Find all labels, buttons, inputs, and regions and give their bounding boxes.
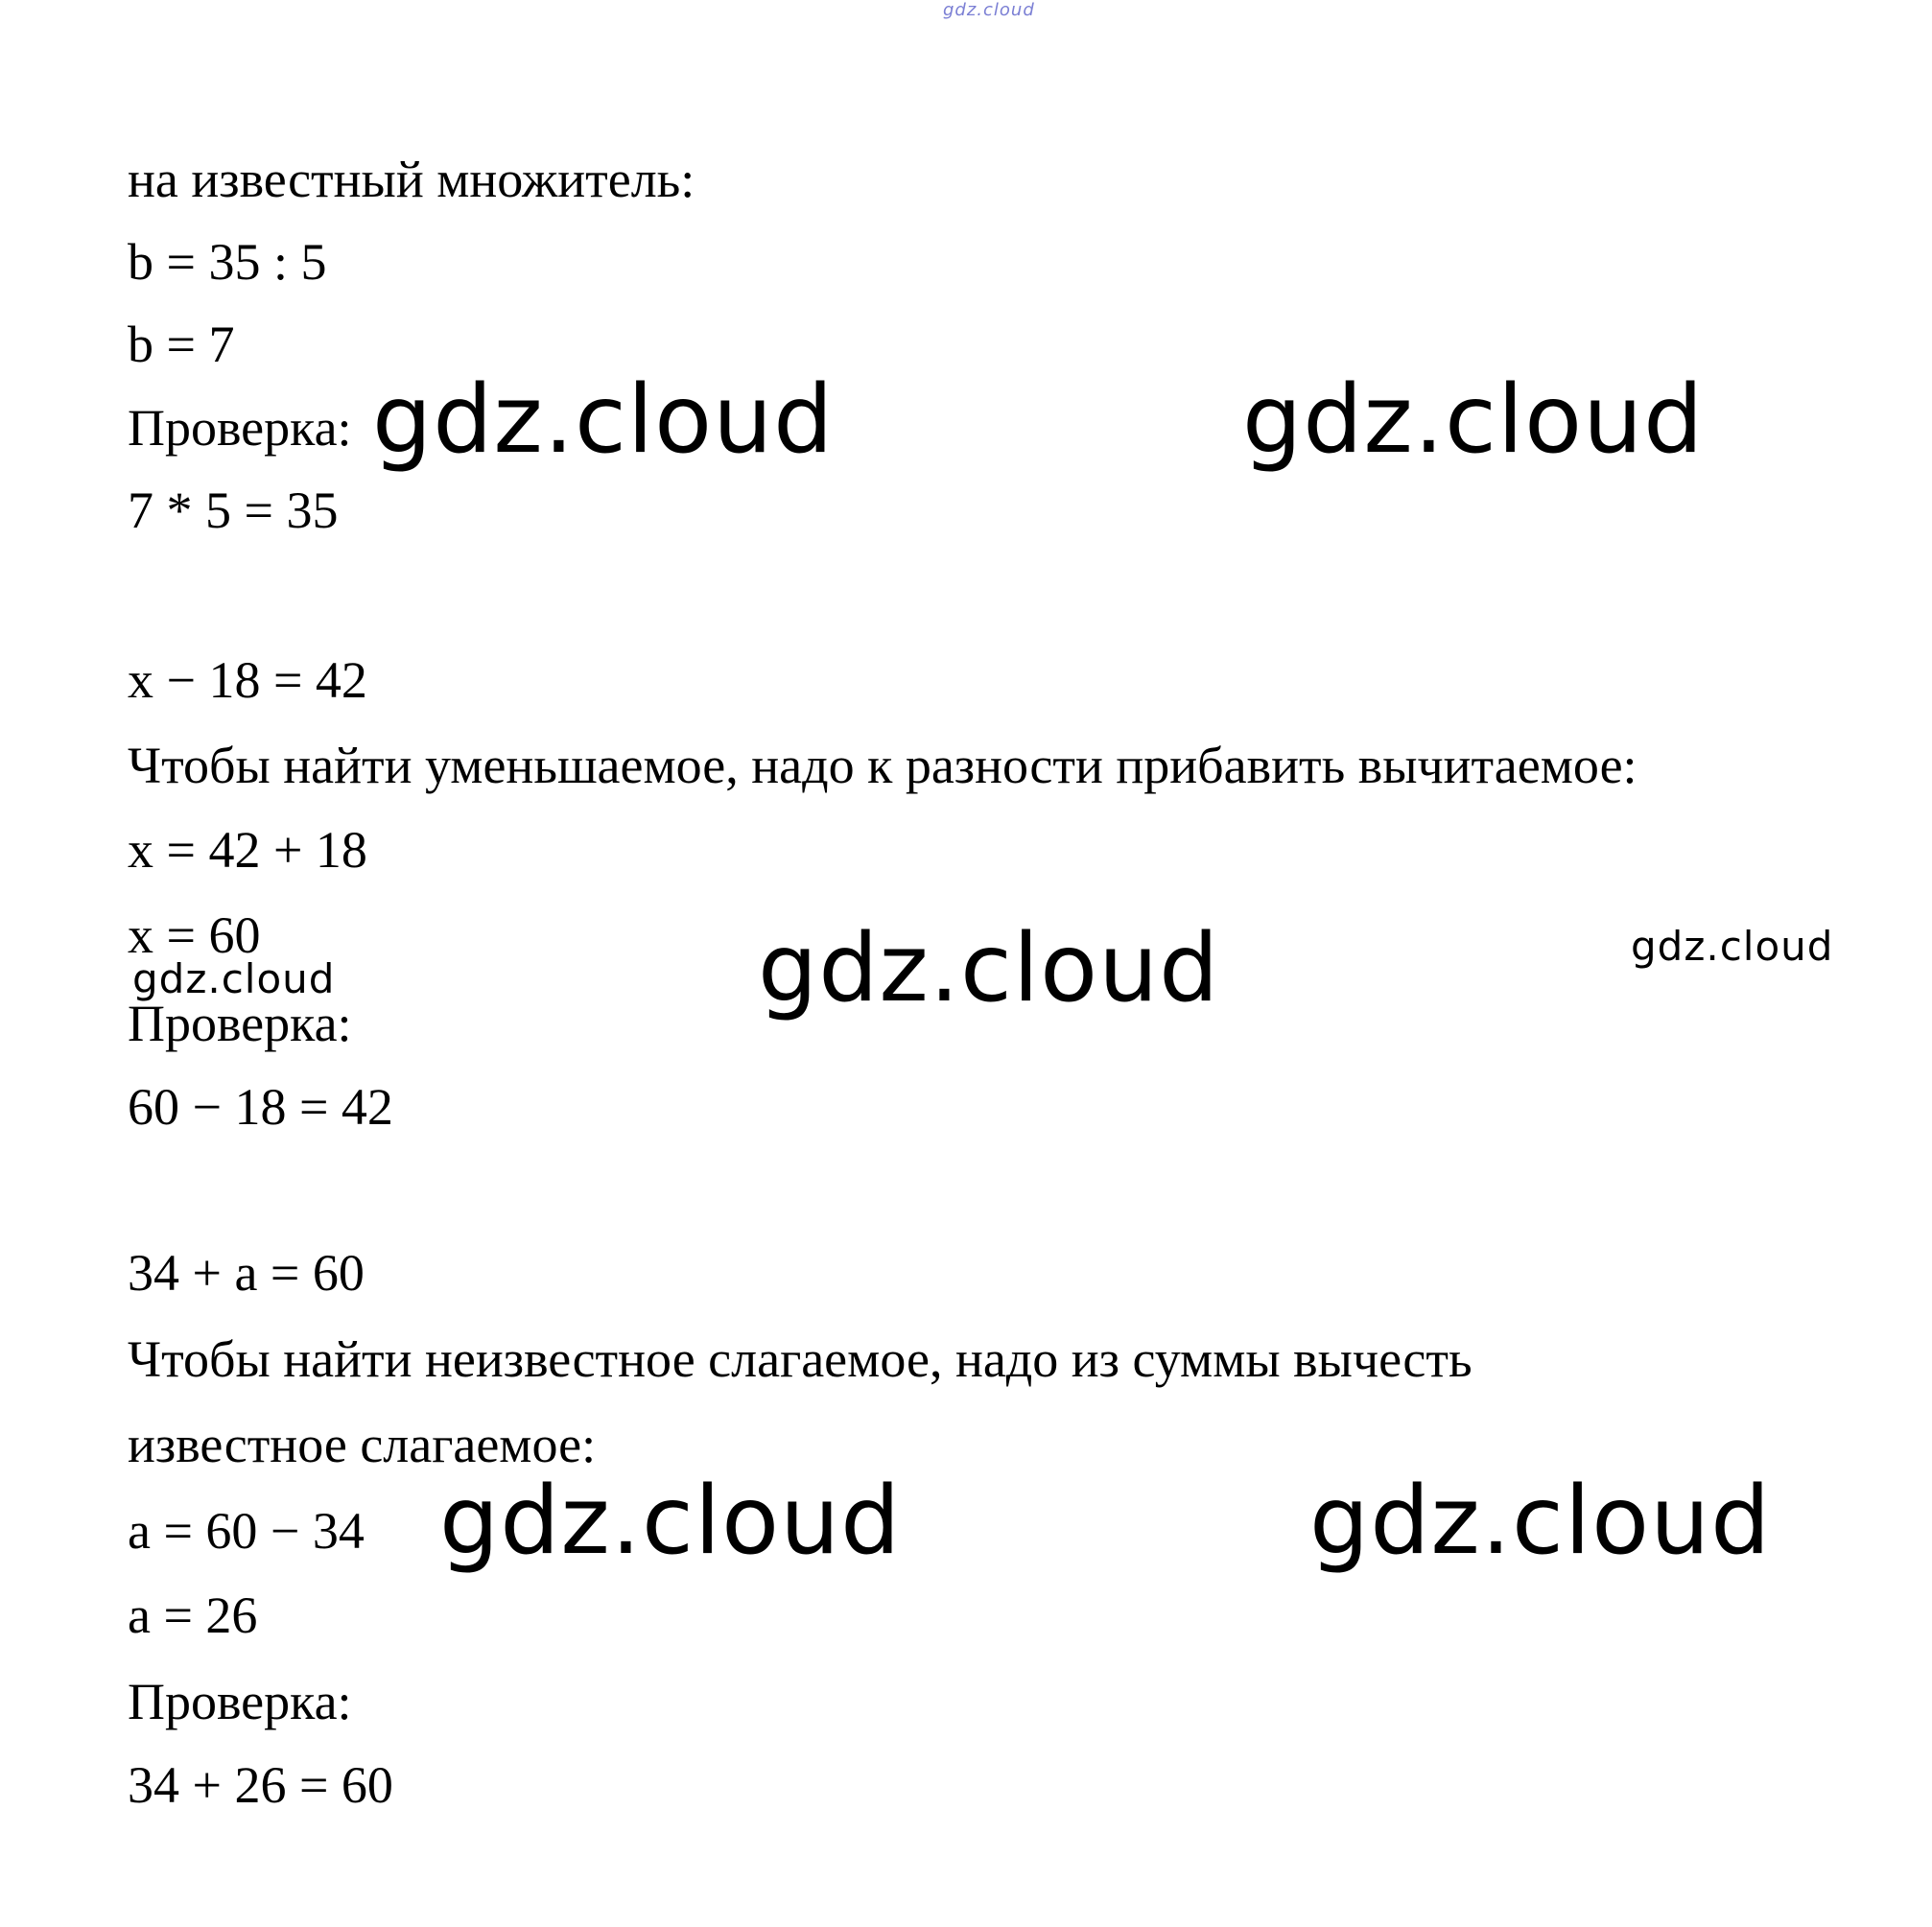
watermark: gdz.cloud xyxy=(132,955,336,1002)
watermark: gdz.cloud xyxy=(372,365,835,475)
check-label: Проверка: xyxy=(128,995,352,1052)
text-line: на известный множитель: xyxy=(128,151,695,208)
watermark: gdz.cloud xyxy=(1309,1467,1772,1576)
text-line: Чтобы найти неизвестное слагаемое, надо из суммы вычесть xyxy=(128,1330,1473,1388)
equation-line: x = 60 xyxy=(128,906,261,964)
equation-line: 34 + 26 = 60 xyxy=(128,1756,393,1814)
equation-line: b = 7 xyxy=(128,316,235,373)
watermark: gdz.cloud xyxy=(1631,923,1834,970)
check-label: Проверка: xyxy=(128,399,352,457)
check-label: Проверка: xyxy=(128,1673,352,1730)
watermark: gdz.cloud xyxy=(439,1467,902,1576)
text-line: Чтобы найти уменьшаемое, надо к разности прибавить вычитаемое: xyxy=(128,737,1637,794)
watermark: gdz.cloud xyxy=(1242,365,1705,475)
equation-line: x = 42 + 18 xyxy=(128,821,367,879)
equation-line: 60 − 18 = 42 xyxy=(128,1078,393,1136)
equation-line: a = 60 − 34 xyxy=(128,1502,365,1560)
equation-line: a = 26 xyxy=(128,1586,258,1644)
equation-line: 34 + a = 60 xyxy=(128,1244,365,1302)
text-line: известное слагаемое: xyxy=(128,1416,597,1473)
watermark: gdz.cloud xyxy=(758,914,1220,1023)
equation-line: x − 18 = 42 xyxy=(128,651,367,709)
equation-line: 7 * 5 = 35 xyxy=(128,482,339,539)
equation-line: b = 35 : 5 xyxy=(128,233,327,291)
watermark-top: gdz.cloud xyxy=(943,0,1035,20)
